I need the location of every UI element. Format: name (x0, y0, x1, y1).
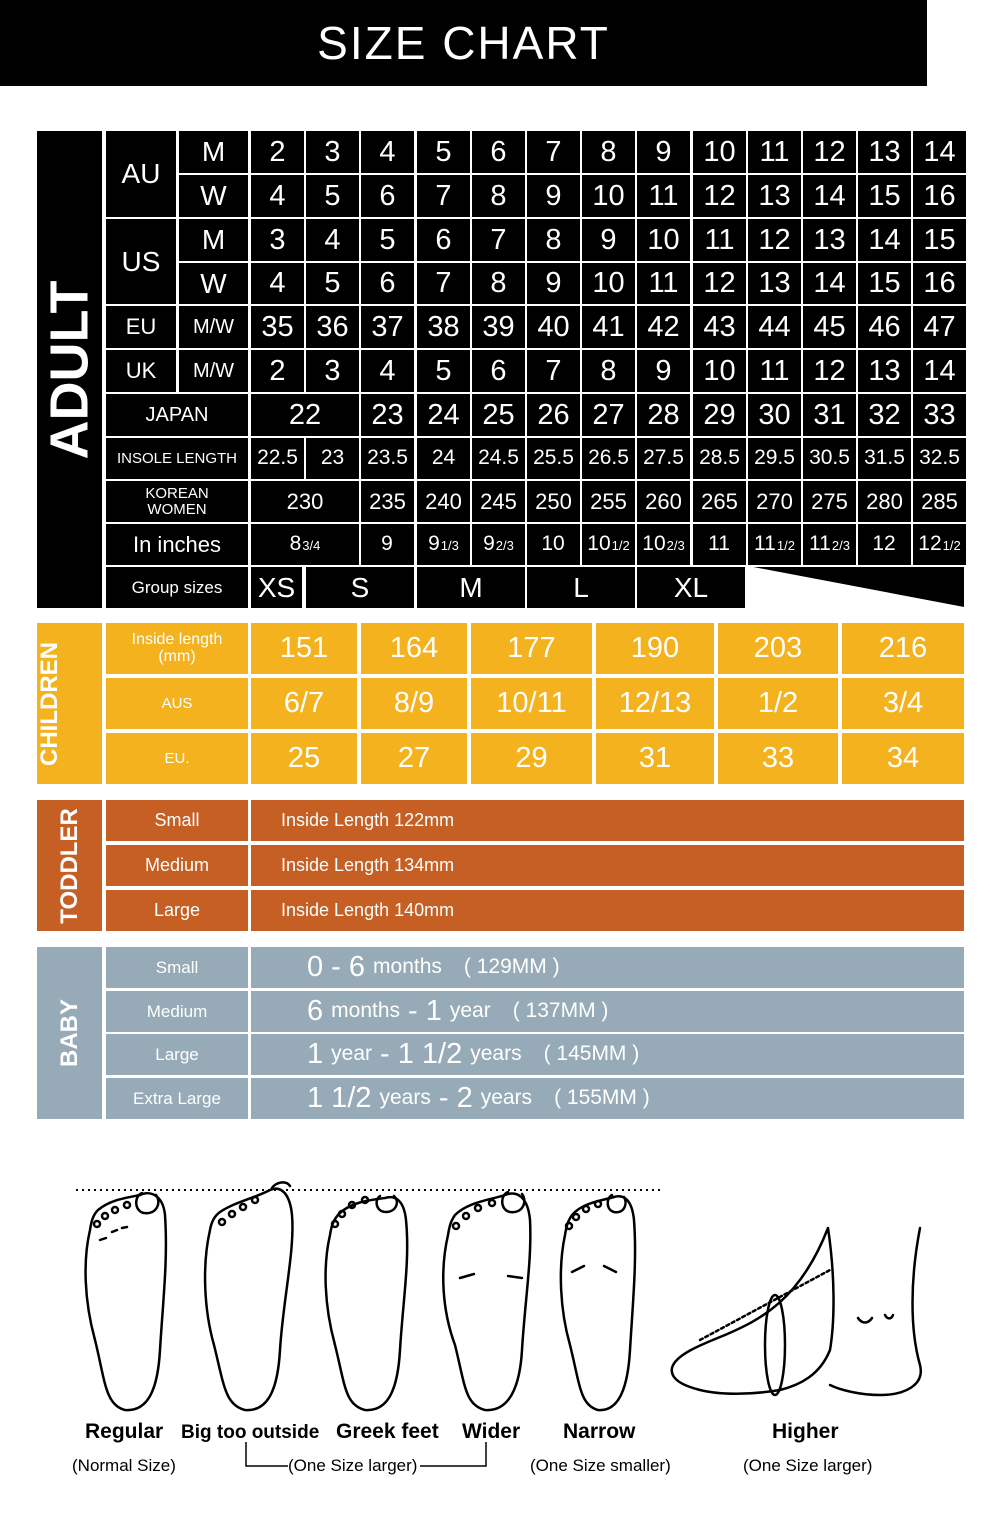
adult-cell-korean: 285 (913, 481, 966, 522)
inches-whole: 9 (381, 532, 393, 555)
adult-cell-au-w: 14 (803, 175, 856, 217)
baby-value-b: - 1 1/2 (380, 1038, 463, 1071)
inches-fraction: 1/2 (776, 538, 795, 553)
adult-cell-uk-values: 2 (251, 350, 304, 392)
children-cell: 25 (251, 733, 357, 784)
baby-row-label: Medium (106, 991, 248, 1032)
adult-cell-au-w: 15 (858, 175, 911, 217)
adult-band-text: ADULT (39, 280, 100, 459)
children-cell: 6/7 (251, 678, 357, 729)
inches-whole: 11 (708, 532, 730, 555)
adult-cell-eu-values: 37 (361, 306, 414, 348)
baby-row-label: Large (106, 1034, 248, 1075)
us-label: US (106, 219, 176, 304)
foot-note-one-size-smaller: (One Size smaller) (530, 1456, 671, 1475)
adult-cell-insole-values: 32.5 (913, 438, 966, 479)
adult-cell-au-m: 10 (693, 131, 746, 173)
inches-whole: 10 (541, 532, 565, 555)
adult-cell-au-m: 7 (527, 131, 580, 173)
adult-cell-uk-values: 9 (637, 350, 690, 392)
adult-cell-inches (637, 524, 690, 565)
adult-cell-au-m: 5 (417, 131, 470, 173)
baby-value-a: 0 - 6 (307, 951, 366, 984)
baby-value-a: 6 (307, 995, 324, 1028)
greek-foot-icon (326, 1196, 408, 1410)
children-row-label (106, 623, 248, 674)
adult-cell-au-m: 8 (582, 131, 635, 173)
adult-cell-uk-values: 8 (582, 350, 635, 392)
adult-cell-korean: 270 (748, 481, 801, 522)
children-cell: 216 (842, 623, 964, 674)
adult-cell-korean: 265 (693, 481, 746, 522)
au-label: AU (106, 131, 176, 217)
adult-cell-insole-values: 22.5 (251, 438, 304, 479)
adult-cell-eu-values: 40 (527, 306, 580, 348)
adult-cell-us-w: 7 (417, 263, 470, 304)
adult-cell-group: M (417, 567, 525, 608)
adult-cell-us-m: 11 (693, 219, 746, 261)
adult-cell-japan: 25 (472, 394, 525, 436)
adult-cell-insole-values: 31.5 (858, 438, 911, 479)
foot-note-higher-one-size-larger: (One Size larger) (743, 1456, 873, 1475)
adult-cell-japan: 33 (913, 394, 966, 436)
inches-fraction: 2/3 (831, 538, 850, 553)
adult-cell-insole-values: 27.5 (637, 438, 690, 479)
children-cell: 151 (251, 623, 357, 674)
eu-sub-label: M/W (179, 306, 248, 348)
adult-cell-inches (527, 524, 580, 565)
adult-cell-inches (913, 524, 966, 565)
children-cell: 12/13 (596, 678, 714, 729)
adult-cell-korean: 260 (637, 481, 690, 522)
adult-cell-korean: 245 (472, 481, 525, 522)
inches-whole: 10 (587, 532, 611, 555)
adult-cell-au-m: 14 (913, 131, 966, 173)
children-cell: 177 (471, 623, 592, 674)
adult-cell-au-w: 5 (306, 175, 359, 217)
adult-cell-au-w: 10 (582, 175, 635, 217)
adult-cell-au-m: 9 (637, 131, 690, 173)
foot-label-higher: Higher (772, 1420, 839, 1443)
adult-cell-eu-values: 41 (582, 306, 635, 348)
toddler-band-text: TODDLER (55, 807, 83, 924)
inches-fraction: 1/3 (440, 538, 459, 553)
adult-cell-eu-values: 39 (472, 306, 525, 348)
us-w-label: W (179, 263, 248, 304)
foot-label-wider: Wider (462, 1420, 521, 1443)
adult-cell-inches (693, 524, 746, 565)
adult-cell-eu-values: 44 (748, 306, 801, 348)
adult-cell-us-m: 12 (748, 219, 801, 261)
adult-cell-us-m: 3 (251, 219, 304, 261)
korean-label-line: WOMEN (147, 500, 207, 518)
adult-cell-korean: 250 (527, 481, 580, 522)
children-row-label-line: Inside length (131, 630, 223, 648)
foot-label-narrow: Narrow (563, 1420, 636, 1443)
adult-cell-uk-values: 10 (693, 350, 746, 392)
baby-row-value (251, 1078, 964, 1119)
foot-label-greek-feet: Greek feet (336, 1420, 439, 1443)
adult-cell-uk-values: 14 (913, 350, 966, 392)
children-cell: 27 (361, 733, 467, 784)
adult-cell-japan: 23 (361, 394, 414, 436)
adult-cell-eu-values: 36 (306, 306, 359, 348)
toddler-band (37, 800, 102, 931)
uk-sub-label: M/W (179, 350, 248, 392)
adult-cell-us-m: 13 (803, 219, 856, 261)
adult-cell-korean: 235 (361, 481, 414, 522)
adult-cell-au-w: 8 (472, 175, 525, 217)
adult-cell-us-m: 6 (417, 219, 470, 261)
toddler-row-value: Inside Length 134mm (251, 845, 964, 886)
adult-cell-au-m: 2 (251, 131, 304, 173)
adult-cell-us-w: 6 (361, 263, 414, 304)
baby-value-b-unit: year (449, 999, 491, 1023)
adult-band (37, 131, 102, 608)
adult-cell-insole-values: 25.5 (527, 438, 580, 479)
children-cell: 203 (718, 623, 838, 674)
baby-value-b-unit: years (470, 1042, 522, 1066)
adult-cell-eu-values: 45 (803, 306, 856, 348)
korean-label (106, 481, 248, 522)
adult-cell-us-m: 15 (913, 219, 966, 261)
adult-cell-japan: 28 (637, 394, 690, 436)
toddler-row-label: Large (106, 890, 248, 931)
adult-cell-us-m: 4 (306, 219, 359, 261)
inches-whole: 12 (872, 532, 896, 555)
adult-cell-group: XL (637, 567, 745, 608)
inches-fraction: 2/3 (495, 538, 514, 553)
children-cell: 31 (596, 733, 714, 784)
children-row-label-line: AUS (161, 694, 193, 712)
inches-fraction: 3/4 (302, 538, 321, 553)
children-cell: 29 (471, 733, 592, 784)
adult-cell-korean: 240 (417, 481, 470, 522)
adult-cell-au-m: 12 (803, 131, 856, 173)
adult-cell-au-w: 13 (748, 175, 801, 217)
adult-cell-eu-values: 35 (251, 306, 304, 348)
us-m-label: M (179, 219, 248, 261)
children-cell: 34 (842, 733, 964, 784)
inches-whole: 11 (809, 532, 831, 555)
children-cell: 3/4 (842, 678, 964, 729)
inches-whole: 10 (642, 532, 666, 555)
adult-cell-uk-values: 11 (748, 350, 801, 392)
baby-value-a: 1 (307, 1038, 324, 1071)
uk-label: UK (106, 350, 176, 392)
baby-row-label: Small (106, 947, 248, 988)
au-w-label: W (179, 175, 248, 217)
adult-cell-us-w: 5 (306, 263, 359, 304)
baby-value-a-unit: year (331, 1042, 372, 1066)
adult-cell-uk-values: 13 (858, 350, 911, 392)
adult-cell-uk-values: 7 (527, 350, 580, 392)
adult-cell-au-w: 6 (361, 175, 414, 217)
adult-cell-uk-values: 4 (361, 350, 414, 392)
adult-cell-japan: 30 (748, 394, 801, 436)
adult-cell-insole-values: 28.5 (693, 438, 746, 479)
adult-cell-insole-values: 29.5 (748, 438, 801, 479)
adult-cell-insole-values: 23 (306, 438, 359, 479)
baby-value-b-unit: years (480, 1086, 533, 1110)
adult-cell-inches (361, 524, 414, 565)
adult-cell-au-m: 6 (472, 131, 525, 173)
adult-cell-insole-values: 24 (417, 438, 470, 479)
baby-value-b: - 2 (438, 1082, 473, 1115)
adult-cell-us-w: 12 (693, 263, 746, 304)
children-cell: 8/9 (361, 678, 467, 729)
adult-cell-us-w: 16 (913, 263, 966, 304)
adult-cell-korean: 255 (582, 481, 635, 522)
adult-cell-au-w: 7 (417, 175, 470, 217)
inches-whole: 8 (289, 532, 302, 555)
toddler-row-value: Inside Length 140mm (251, 890, 964, 931)
adult-cell-us-m: 9 (582, 219, 635, 261)
adult-cell-us-m: 14 (858, 219, 911, 261)
inches-fraction: 1/2 (611, 538, 630, 553)
children-cell: 33 (718, 733, 838, 784)
adult-cell-us-w: 11 (637, 263, 690, 304)
adult-cell-japan: 31 (803, 394, 856, 436)
adult-cell-uk-values: 5 (417, 350, 470, 392)
baby-value-mm: ( 129MM ) (463, 955, 560, 979)
baby-value-a-unit: months (331, 999, 401, 1023)
adult-cell-inches (417, 524, 470, 565)
au-m-label: M (179, 131, 248, 173)
adult-cell-korean: 230 (251, 481, 359, 522)
children-band-text: CHILDREN (35, 641, 63, 766)
regular-foot-icon (86, 1193, 166, 1410)
adult-cell-us-m: 10 (637, 219, 690, 261)
children-cell: 1/2 (718, 678, 838, 729)
adult-cell-us-m: 8 (527, 219, 580, 261)
baby-band-text: BABY (55, 998, 83, 1068)
children-cell: 10/11 (471, 678, 592, 729)
adult-cell-us-w: 15 (858, 263, 911, 304)
big-toe-outside-foot-icon (205, 1182, 292, 1410)
children-cell: 190 (596, 623, 714, 674)
baby-row-value (251, 991, 964, 1032)
baby-band (37, 947, 102, 1119)
children-band (37, 623, 102, 784)
children-cell: 164 (361, 623, 467, 674)
adult-cell-au-w: 12 (693, 175, 746, 217)
baby-row-value (251, 1034, 964, 1075)
adult-cell-au-w: 4 (251, 175, 304, 217)
adult-cell-korean: 280 (858, 481, 911, 522)
narrow-foot-icon (561, 1195, 635, 1410)
adult-cell-japan: 22 (251, 394, 359, 436)
adult-cell-au-m: 3 (306, 131, 359, 173)
adult-cell-group: L (527, 567, 635, 608)
adult-cell-insole-values: 23.5 (361, 438, 414, 479)
adult-cell-inches (582, 524, 635, 565)
inches-label: In inches (106, 524, 248, 565)
adult-cell-eu-values: 46 (858, 306, 911, 348)
toddler-row-label: Medium (106, 845, 248, 886)
baby-value-mm: ( 145MM ) (543, 1042, 640, 1066)
adult-cell-us-w: 13 (748, 263, 801, 304)
adult-cell-uk-values: 3 (306, 350, 359, 392)
adult-cell-us-w: 8 (472, 263, 525, 304)
page-title: SIZE CHART (0, 0, 927, 86)
adult-cell-uk-values: 12 (803, 350, 856, 392)
adult-cell-au-w: 16 (913, 175, 966, 217)
adult-cell-insole-values: 30.5 (803, 438, 856, 479)
baby-value-a-unit: months (373, 955, 442, 979)
adult-cell-japan: 27 (582, 394, 635, 436)
inches-whole: 9 (428, 532, 440, 555)
toddler-row-value: Inside Length 122mm (251, 800, 964, 841)
adult-cell-au-m: 4 (361, 131, 414, 173)
baby-row-value (251, 947, 964, 988)
adult-cell-uk-values: 6 (472, 350, 525, 392)
inches-whole: 11 (754, 532, 776, 555)
adult-cell-us-m: 5 (361, 219, 414, 261)
adult-cell-us-m: 7 (472, 219, 525, 261)
children-row-label-line: EU. (164, 749, 190, 767)
adult-cell-group: S (306, 567, 414, 608)
foot-label-regular: Regular (85, 1420, 164, 1443)
adult-cell-insole-values: 24.5 (472, 438, 525, 479)
adult-cell-au-m: 11 (748, 131, 801, 173)
adult-cell-us-w: 9 (527, 263, 580, 304)
adult-cell-eu-values: 47 (913, 306, 966, 348)
adult-cell-inches (858, 524, 911, 565)
adult-cell-inches (803, 524, 856, 565)
adult-cell-eu-values: 42 (637, 306, 690, 348)
adult-cell-group: XS (251, 567, 302, 608)
children-row-label (106, 733, 248, 784)
adult-cell-us-w: 10 (582, 263, 635, 304)
adult-cell-eu-values: 43 (693, 306, 746, 348)
adult-cell-au-w: 9 (527, 175, 580, 217)
inches-whole: 12 (918, 532, 942, 555)
foot-label-big-toe-outside: Big too outside (181, 1422, 320, 1443)
eu-label: EU (106, 306, 176, 348)
higher-foot-icon (672, 1228, 921, 1395)
adult-cell-korean: 275 (803, 481, 856, 522)
adult-cell-inches (472, 524, 525, 565)
japan-label: JAPAN (106, 394, 248, 436)
insole-label: INSOLE LENGTH (106, 438, 248, 479)
adult-cell-us-w: 4 (251, 263, 304, 304)
inches-fraction: 1/2 (942, 538, 961, 553)
korean-label-line: KOREAN (145, 484, 209, 502)
adult-cell-eu-values: 38 (417, 306, 470, 348)
adult-cell-inches (251, 524, 359, 565)
children-row-label (106, 678, 248, 729)
baby-value-a-unit: years (379, 1086, 431, 1110)
adult-cell-japan: 29 (693, 394, 746, 436)
adult-cell-insole-values: 26.5 (582, 438, 635, 479)
baby-value-a: 1 1/2 (307, 1082, 372, 1115)
inches-fraction: 2/3 (666, 538, 685, 553)
group-sizes-label: Group sizes (106, 567, 248, 608)
baby-row-label: Extra Large (106, 1078, 248, 1119)
baby-value-b: - 1 (408, 995, 442, 1028)
baby-value-mm: ( 155MM ) (554, 1086, 650, 1110)
inches-whole: 9 (483, 532, 495, 555)
adult-cell-au-w: 11 (637, 175, 690, 217)
group-sizes-empty (748, 567, 964, 608)
adult-cell-au-m: 13 (858, 131, 911, 173)
toddler-row-label: Small (106, 800, 248, 841)
adult-cell-japan: 24 (417, 394, 470, 436)
wider-foot-icon (443, 1192, 530, 1410)
foot-note-normal-size: (Normal Size) (72, 1456, 176, 1475)
adult-cell-japan: 32 (858, 394, 911, 436)
children-row-label-line: (mm) (158, 647, 196, 665)
adult-cell-japan: 26 (527, 394, 580, 436)
foot-note-one-size-larger: (One Size larger) (288, 1456, 418, 1475)
adult-cell-inches (748, 524, 801, 565)
adult-cell-us-w: 14 (803, 263, 856, 304)
baby-value-mm: ( 137MM ) (512, 999, 609, 1023)
